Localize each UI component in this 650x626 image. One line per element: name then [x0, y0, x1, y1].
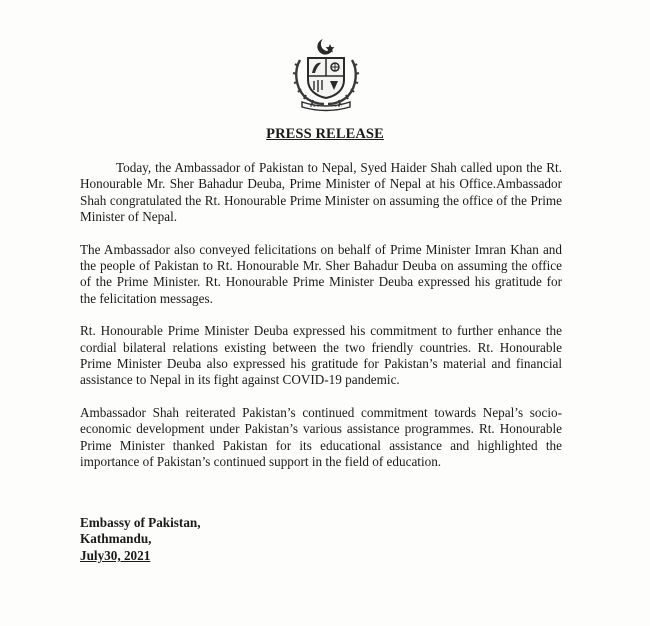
paragraph-2: The Ambassador also conveyed felicitations on behalf of Prime Minister Imran Khan and the people of Pakistan to Rt. Honourable Mr. Sher Bahadur Deuba on assuming the office of the Prime Minister. Rt. Honourable Prime Minister Deuba expressed his gratitude for the felicitation messages. — [80, 241, 562, 306]
paragraph-4: Ambassador Shah reiterated Pakistan’s continued commitment towards Nepal’s socio-economic development under Pakistan’s various assistance programmes. Rt. Honourable Prime Minister thanked Pakistan for its educational assistance and highlighted the importance of Pakistan’s continued support in the field of education. — [80, 404, 562, 470]
paragraph-1: Today, the Ambassador of Pakistan to Nepal, Syed Haider Shah called upon the Rt. Honourable Mr. Sher Bahadur Deuba, Prime Minister of Nepal at his Office.Ambassador Shah congratulated the Rt. Honourable Prime Minister on assuming the office of the Prime Minister of Nepal. — [80, 160, 562, 225]
paragraph-3: Rt. Honourable Prime Minister Deuba expressed his commitment to further enhance the cordial bilateral relations existing between the two friendly countries. Rt. Honourable Prime Minister Deuba also expressed his gratitude for Pakistan’s material and financial assistance to Nepal in its fight against COVID-19 pandemic. — [80, 323, 562, 388]
signature-date: July30, 2021 — [80, 547, 151, 563]
page-title: PRESS RELEASE — [266, 126, 384, 142]
signature-block — [80, 515, 201, 564]
signature-city: Kathmandu, — [80, 531, 152, 547]
press-release-body — [80, 160, 562, 487]
coat-of-arms-emblem — [288, 36, 364, 112]
signature-embassy: Embassy of Pakistan, — [80, 515, 201, 530]
